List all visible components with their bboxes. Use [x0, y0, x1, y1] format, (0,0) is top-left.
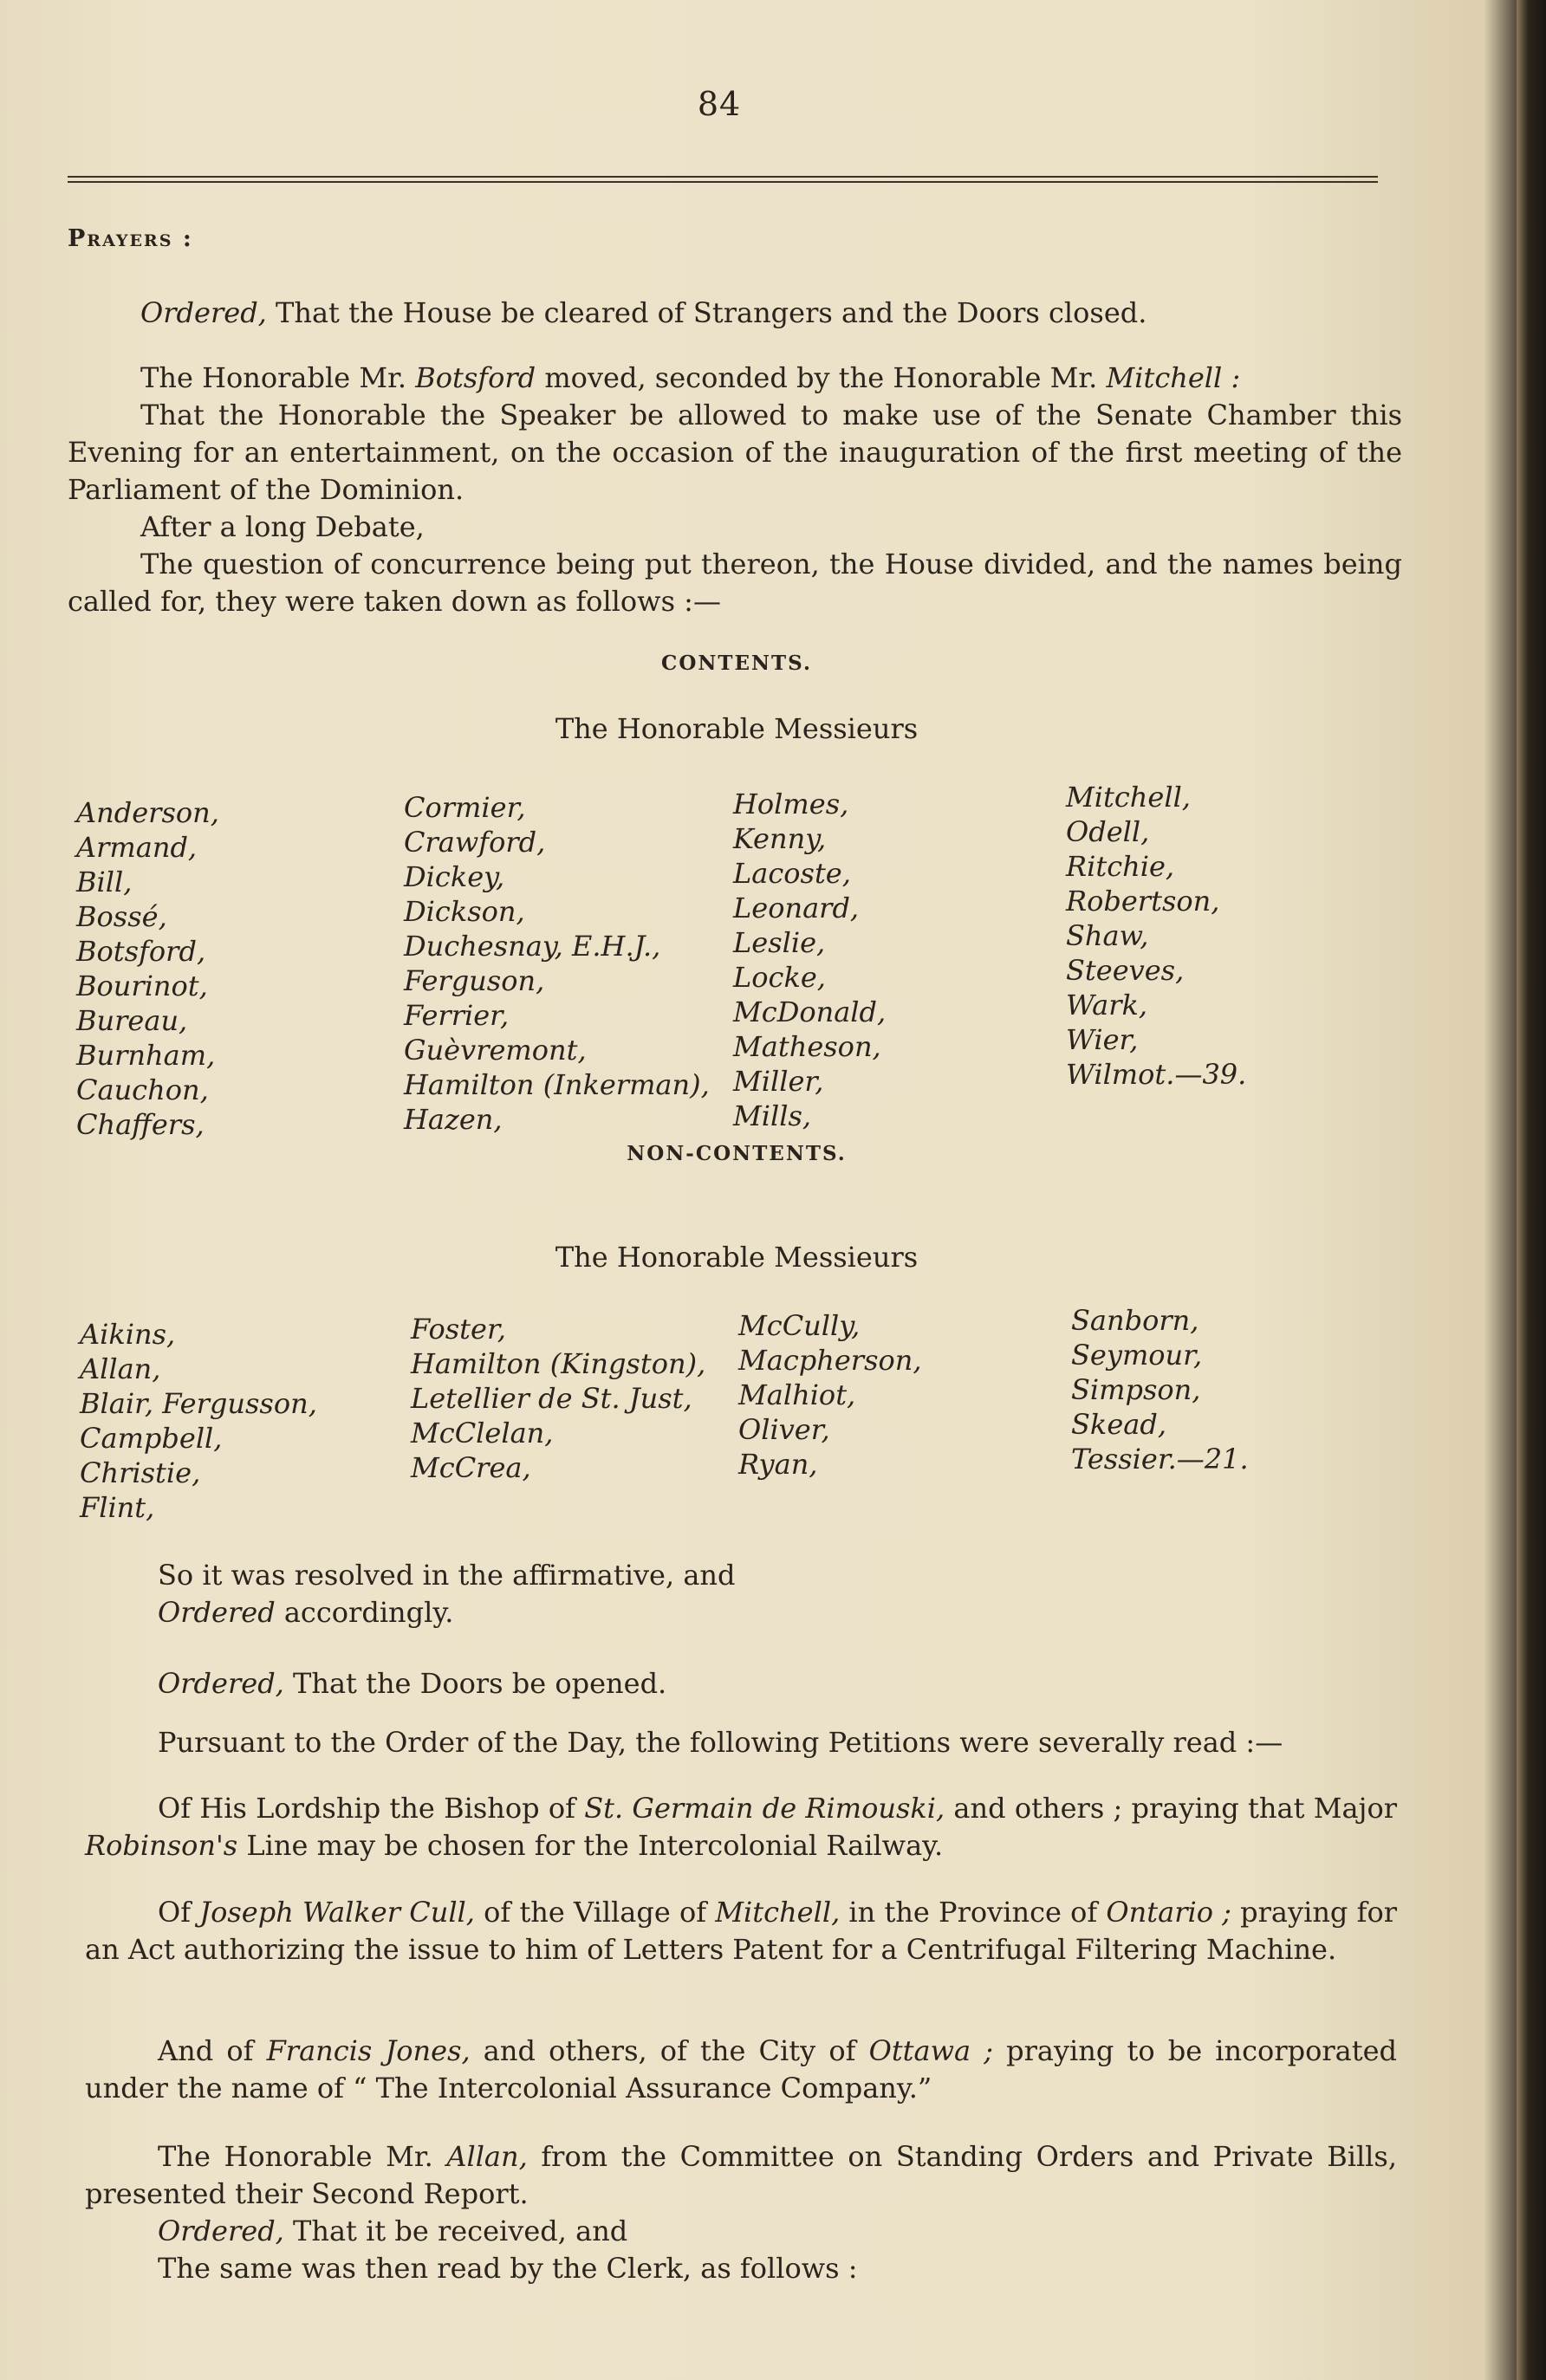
pursuant-order: Pursuant to the Order of the Day, the following Petitions were severally read :— — [158, 1726, 1283, 1759]
contents-column-1 — [76, 795, 219, 1142]
name: Wier, — [1066, 1023, 1139, 1056]
name: Oliver, — [738, 1413, 830, 1446]
contents-column-3 — [733, 787, 886, 1133]
name: Leonard, — [733, 892, 860, 924]
name: Steeves, — [1066, 954, 1185, 987]
non-contents-heading: NON-CONTENTS. — [627, 1142, 847, 1165]
name: Letellier de St. Just, — [411, 1382, 692, 1415]
name: Seymour, — [1071, 1339, 1203, 1372]
order-received: Ordered, That it be received, and — [158, 2215, 628, 2247]
name: Cormier, — [404, 791, 526, 824]
name: Wilmot.—39. — [1066, 1058, 1247, 1091]
name: Christie, — [80, 1456, 201, 1489]
contents-heading: CONTENTS. — [661, 652, 812, 675]
name: Simpson, — [1071, 1373, 1201, 1406]
debate-line: After a long Debate, — [140, 510, 425, 543]
name: McDonald, — [733, 995, 887, 1028]
book-spine-shadow — [1517, 0, 1546, 2380]
name: Flint, — [80, 1491, 155, 1524]
name: Botsford, — [76, 935, 206, 968]
second-report: The Honorable Mr. Allan, from the Committee on Standing Orders and Private Bills, presented their Second Report. — [85, 2140, 1397, 2210]
name: Campbell, — [80, 1422, 223, 1455]
name: Odell, — [1066, 815, 1150, 848]
name: Duchesnay, E.H.J., — [404, 930, 661, 963]
contents-subheading: The Honorable Messieurs — [555, 712, 919, 745]
resolved-affirmative: So it was resolved in the affirmative, and Ordered accordingly. — [158, 1559, 736, 1629]
order-doors: Ordered, That the Doors be opened. — [158, 1667, 667, 1700]
contents-column-2 — [404, 790, 710, 1137]
name: Cauchon, — [76, 1073, 209, 1106]
name: Bossé, — [76, 900, 167, 933]
contents-column-4 — [1066, 780, 1246, 1092]
name: Blair, Fergusson, — [80, 1387, 317, 1420]
motion-body: That the Honorable the Speaker be allowed to make use of the Senate Chamber this Evening for an entertainment, on the occasion of the inauguration of the first meeting of the Parliament of the Dominion. — [68, 399, 1402, 506]
division-question: The question of concurrence being put thereon, the House divided, and the names being called for, they were taken down as follows :— — [68, 548, 1402, 618]
name: Robertson, — [1066, 885, 1220, 918]
name: Mills, — [733, 1099, 812, 1132]
name: Bureau, — [76, 1004, 188, 1037]
name: Ritchie, — [1066, 850, 1175, 883]
name: Bourinot, — [76, 970, 208, 1002]
name: Skead, — [1071, 1408, 1166, 1441]
name: Matheson, — [733, 1030, 881, 1063]
name: Allan, — [80, 1352, 161, 1385]
order-strangers: Ordered, That the House be cleared of Strangers and the Doors closed. — [140, 296, 1147, 329]
name: Hamilton (Inkerman), — [404, 1068, 710, 1101]
name: Tessier.—21. — [1071, 1443, 1249, 1475]
name: Macpherson, — [738, 1344, 922, 1377]
name: Ryan, — [738, 1448, 818, 1481]
name: Leslie, — [733, 926, 826, 959]
name: Malhiot, — [738, 1378, 856, 1411]
name: Ferguson, — [404, 964, 545, 997]
petition-bishop: Of His Lordship the Bishop of St. Germain de Rimouski, and others ; praying that Major Robinson's Line may be chosen for the Intercolonial Railway. — [85, 1792, 1398, 1862]
name: Kenny, — [733, 822, 827, 855]
non-contents-column-2 — [411, 1312, 705, 1485]
name: Dickey, — [404, 860, 505, 893]
name: Wark, — [1066, 989, 1148, 1021]
name: McClelan, — [411, 1417, 554, 1449]
name: Hamilton (Kingston), — [411, 1347, 706, 1380]
name: Crawford, — [404, 826, 546, 859]
name: Shaw, — [1066, 919, 1149, 952]
name: Burnham, — [76, 1039, 216, 1072]
non-contents-subheading: The Honorable Messieurs — [555, 1241, 919, 1274]
name: McCrea, — [411, 1451, 531, 1484]
name: Locke, — [733, 961, 826, 994]
motion-intro: The Honorable Mr. Botsford moved, seconded by the Honorable Mr. Mitchell : — [140, 361, 1241, 394]
non-contents-column-3 — [738, 1308, 922, 1482]
name: Lacoste, — [733, 857, 851, 890]
page-number: 84 — [697, 85, 742, 123]
name: Ferrier, — [404, 999, 510, 1032]
name: Anderson, — [76, 796, 219, 829]
name: Chaffers, — [76, 1108, 205, 1141]
name: Armand, — [76, 831, 198, 864]
name: Sanborn, — [1071, 1304, 1199, 1337]
non-contents-column-4 — [1071, 1303, 1249, 1476]
petition-jones: And of Francis Jones, and others, of the City of Ottawa ; praying to be incorporated under the name of “ The Intercolonial Assurance Company.” — [85, 2034, 1398, 2104]
name: Miller, — [733, 1065, 824, 1098]
read-by-clerk: The same was then read by the Clerk, as follows : — [158, 2252, 858, 2285]
name: Foster, — [411, 1313, 506, 1346]
prayers-heading: Prayers : — [68, 225, 193, 252]
name: Dickson, — [404, 895, 525, 928]
name: Hazen, — [404, 1103, 503, 1136]
name: Mitchell, — [1066, 781, 1191, 814]
header-double-rule — [68, 173, 1378, 185]
name: Guèvremont, — [404, 1034, 587, 1067]
name: Aikins, — [80, 1318, 176, 1351]
name: Bill, — [76, 866, 133, 898]
name: McCully, — [738, 1309, 861, 1342]
petition-cull: Of Joseph Walker Cull, of the Village of Mitchell, in the Province of Ontario ; praying for an Act authorizing the issue to him of Letters Patent for a Centrifugal Filtering Machine. — [85, 1896, 1398, 1966]
name: Holmes, — [733, 788, 849, 820]
non-contents-column-1 — [80, 1317, 317, 1525]
